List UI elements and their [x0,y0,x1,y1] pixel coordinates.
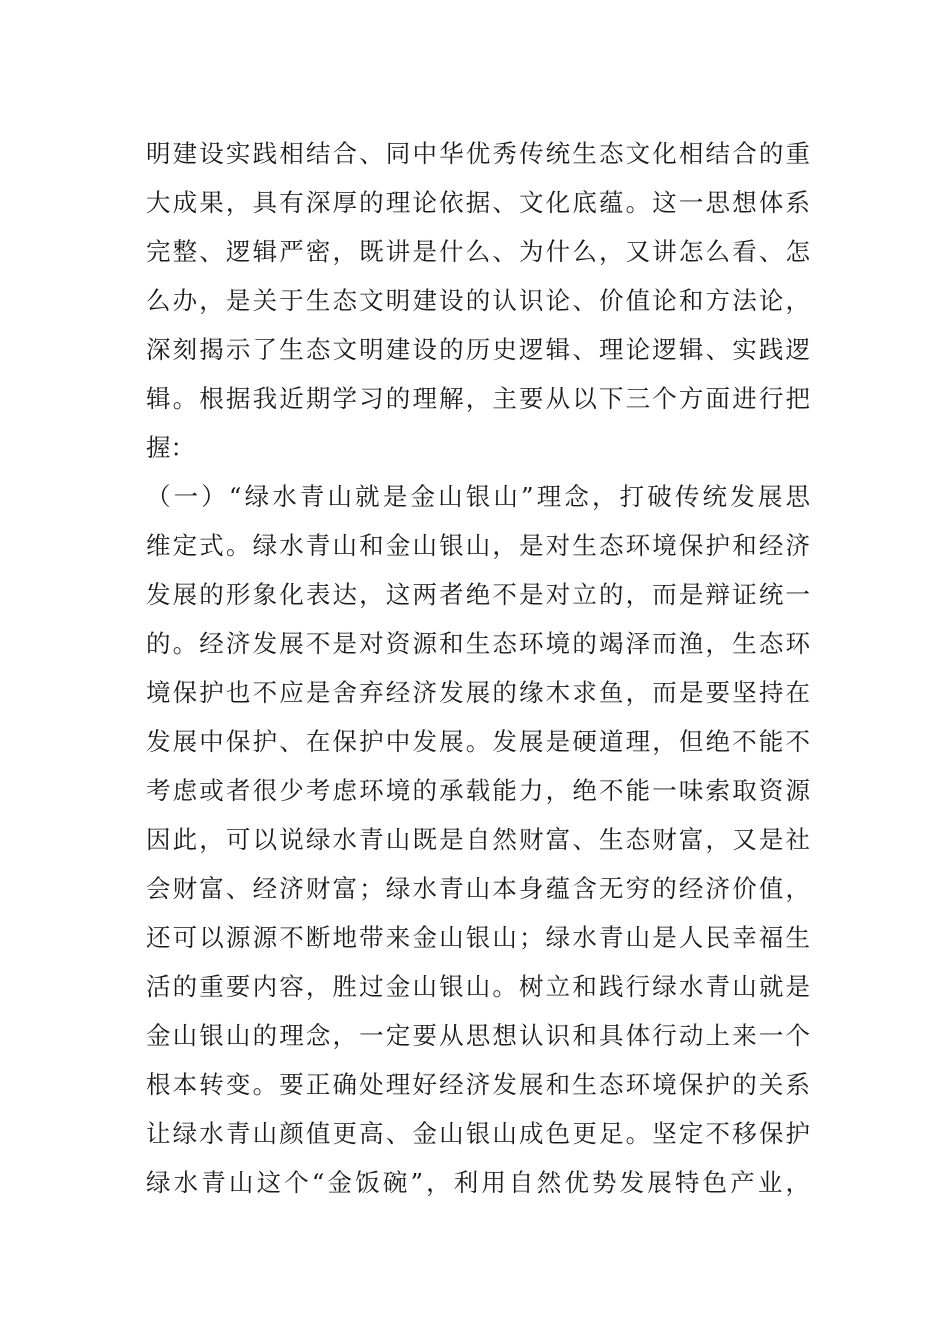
text-line: 握： [146,433,195,462]
section-heading-line: （一）“绿水青山就是金山银山”理念，打破传统发展思 [146,482,810,511]
text-line: 金山银山的理念，一定要从思想认识和具体行动上来一个 [146,1021,810,1050]
text-line: 境保护也不应是舍弃经济发展的缘木求鱼，而是要坚持在 [146,678,810,707]
text-line: 明建设实践相结合、同中华优秀传统生态文化相结合的重 [146,139,810,168]
text-line: 完整、逻辑严密，既讲是什么、为什么，又讲怎么看、怎 [146,237,810,266]
text-line: 还可以源源不断地带来金山银山；绿水青山是人民幸福生 [146,923,810,952]
text-line: 让绿水青山颜值更高、金山银山成色更足。坚定不移保护 [146,1119,810,1148]
text-line: 深刻揭示了生态文明建设的历史逻辑、理论逻辑、实践逻 [146,335,810,364]
text-line: 发展中保护、在保护中发展。发展是硬道理，但绝不能不 [146,727,810,756]
text-line: 会财富、经济财富；绿水青山本身蕴含无穷的经济价值， [146,874,810,903]
text-line: 活的重要内容，胜过金山银山。树立和践行绿水青山就是 [146,972,810,1001]
text-line: 大成果，具有深厚的理论依据、文化底蕴。这一思想体系 [146,188,810,217]
text-line: 么办，是关于生态文明建设的认识论、价值论和方法论， [146,286,810,315]
text-line: 发展的形象化表达，这两者绝不是对立的，而是辩证统一 [146,580,810,609]
text-line: 根本转变。要正确处理好经济发展和生态环境保护的关系 [146,1070,810,1099]
text-line: 考虑或者很少考虑环境的承载能力，绝不能一味索取资源 [146,776,810,805]
body-text [146,129,810,1207]
text-line: 因此，可以说绿水青山既是自然财富、生态财富，又是社 [146,825,810,854]
text-line: 维定式。绿水青山和金山银山，是对生态环境保护和经济 [146,531,810,560]
text-line: 绿水青山这个“金饭碗”，利用自然优势发展特色产业， [146,1168,810,1197]
text-line: 辑。根据我近期学习的理解，主要从以下三个方面进行把 [146,384,810,413]
text-line: 的。经济发展不是对资源和生态环境的竭泽而渔，生态环 [146,629,810,658]
